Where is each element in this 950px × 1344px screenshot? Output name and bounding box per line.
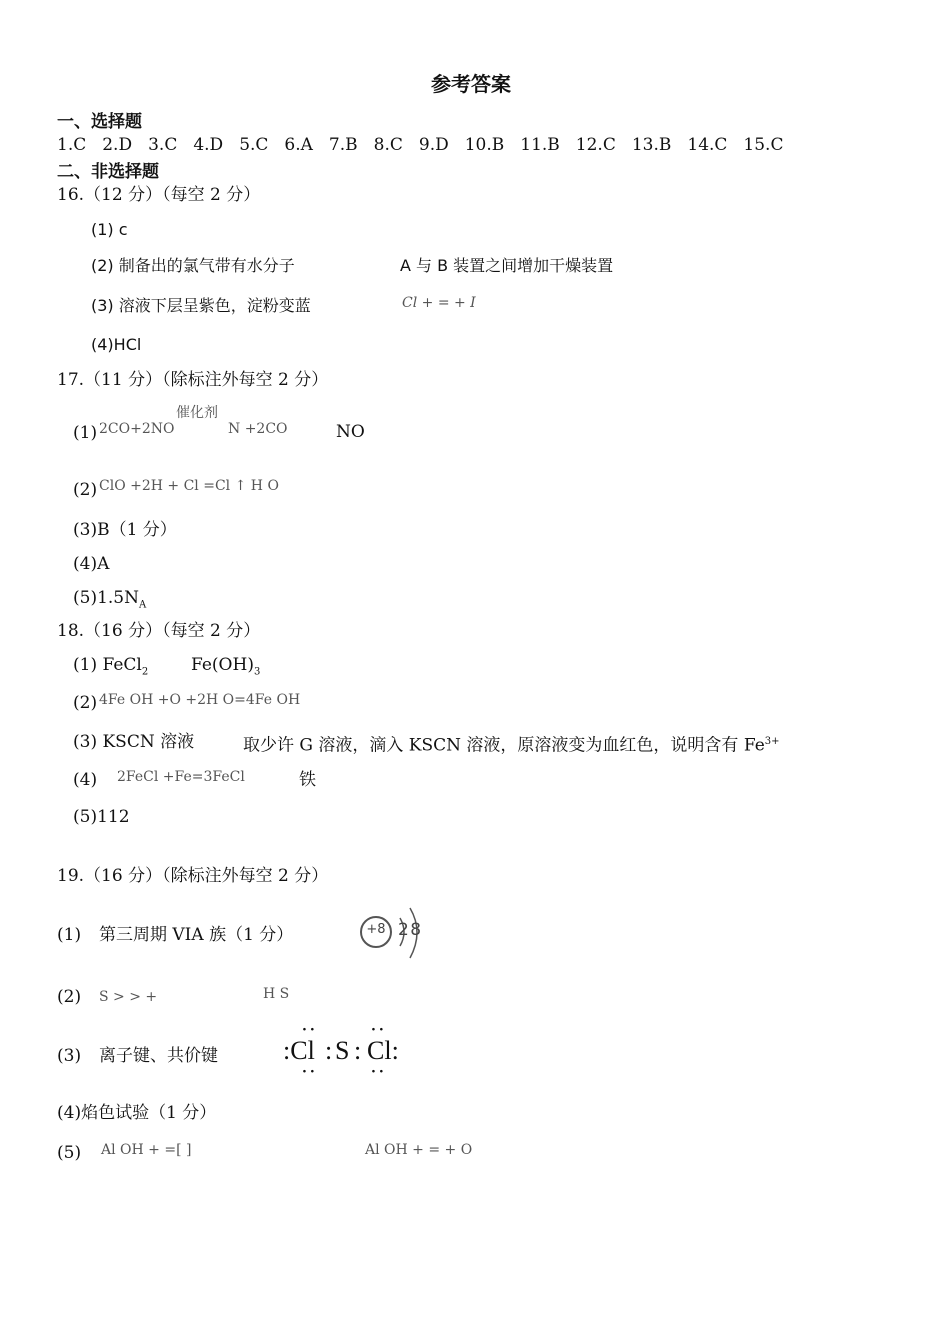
answer-item: 10.B [464,135,505,155]
q17-answer-4: (4)A [73,554,110,574]
nucleus-charge: +8 [366,922,386,937]
answer-item: 6.A [284,135,313,155]
q16-answer-2: (2) 制备出的氯气带有水分子 [91,256,295,275]
q17-answer-5-text: (5)1.5N [73,588,139,608]
q19-equation-5b: Al OH + = + O [365,1142,473,1158]
q16-equation: Cl + = + I [402,295,476,311]
q18-answer-3b-text: 取少许 G 溶液，滴入 KSCN 溶液，原溶液变为血红色，说明含有 Fe [243,735,765,756]
catalyst-label: 催化剂 [176,405,218,421]
answer-item: 8.C [373,135,403,155]
q19-equation-5a: Al OH + =[ ] [101,1142,192,1158]
q17-answer-1: NO [336,422,365,442]
q18-answer-1b [191,654,260,683]
section-heading: 二、非选择题 [57,162,159,182]
q16-answer-4: (4)HCl [91,335,142,354]
q18-answer-5: (5)112 [73,807,130,827]
lewis-structure [283,1022,413,1080]
choice-answers [57,134,799,156]
q19-answer-1: 第三周期 VIA 族（1 分） [99,925,294,945]
q16-answer-3: (3) 溶液下层呈紫色，淀粉变蓝 [91,296,311,315]
q19-answer-4: (4)焰色试验（1 分） [57,1103,217,1123]
q18-answer-3b [243,731,780,757]
lewis-atom: : [354,1036,362,1065]
answer-item: 9.D [418,135,449,155]
q17-label-1: (1) [73,423,98,443]
q18-answer-4: 铁 [299,770,316,790]
q17-equation-2: ClO +2H + Cl =Cl ↑ H O [99,478,279,494]
q17-header: 17.（11 分）（除标注外每空 2 分） [57,370,329,390]
q19-label-2: (2) [57,987,82,1007]
q17-answer-5 [73,587,146,616]
q19-label-3: (3) [57,1046,82,1066]
q16-answer-2b: A 与 B 装置之间增加干燥装置 [400,256,614,275]
answer-item: 15.C [743,135,784,155]
q18-answer-1 [73,654,148,683]
q17-equation-1: 2CO+2NO [99,421,175,437]
q18-answer-1-sub: 2 [141,666,149,678]
q18-label-4: (4) [73,770,98,790]
answer-item: 11.B [520,135,560,155]
lone-pair-dots: ·· [371,1064,387,1080]
q19-label-1: (1) [57,925,82,945]
q18-equation-2: 4Fe OH +O +2H O=4Fe OH [99,692,301,708]
atom-structure-diagram [358,902,430,964]
q18-answer-3: (3) KSCN 溶液 [73,732,195,752]
q16-header: 16.（12 分）（每空 2 分） [57,185,261,205]
q18-answer-3b-sup: 3+ [764,736,780,747]
q19-label-5: (5) [57,1143,82,1163]
answer-item: 12.C [575,135,616,155]
answer-item: 5.C [239,135,269,155]
answer-item: 13.B [631,135,672,155]
lone-pair-dots: ·· [302,1064,318,1080]
q18-header: 18.（16 分）（每空 2 分） [57,621,261,641]
answer-item: 2.D [102,135,133,155]
lewis-atom: :Cl [283,1036,315,1065]
electron-shells: 2 8 [398,920,420,940]
answer-item: 7.B [328,135,358,155]
answer-item: 4.D [193,135,224,155]
answer-item: 14.C [687,135,728,155]
lone-pair-dots: ·· [302,1022,318,1038]
q17-products-1: N +2CO [228,421,288,437]
q19-answer-3: 离子键、共价键 [99,1046,218,1066]
lewis-atom: S [335,1036,350,1065]
q19-answer-2b: H S [263,986,290,1002]
answer-item: 3.C [148,135,178,155]
page-title: 参考答案 [431,72,511,96]
q17-answer-5-sub: A [139,599,147,611]
q18-equation-4: 2FeCl +Fe=3FeCl [117,769,245,785]
q19-header: 19.（16 分）（除标注外每空 2 分） [57,866,329,886]
lewis-atom: Cl: [367,1036,399,1065]
q17-answer-3: (3)B（1 分） [73,520,177,540]
q18-answer-1b-sub: 3 [253,666,261,678]
q19-answer-2: S > > + [99,989,158,1005]
q18-answer-1b-text: Fe(OH) [191,655,254,675]
answer-item: 1.C [57,135,87,155]
lewis-atom: : [325,1036,333,1065]
section-heading: 一、选择题 [57,112,142,132]
q16-answer-1: (1) c [91,220,128,239]
q18-label-2: (2) [73,693,98,713]
q17-label-2: (2) [73,480,98,500]
q18-answer-1-text: (1) FeCl [73,655,142,675]
lone-pair-dots: ·· [371,1022,387,1038]
